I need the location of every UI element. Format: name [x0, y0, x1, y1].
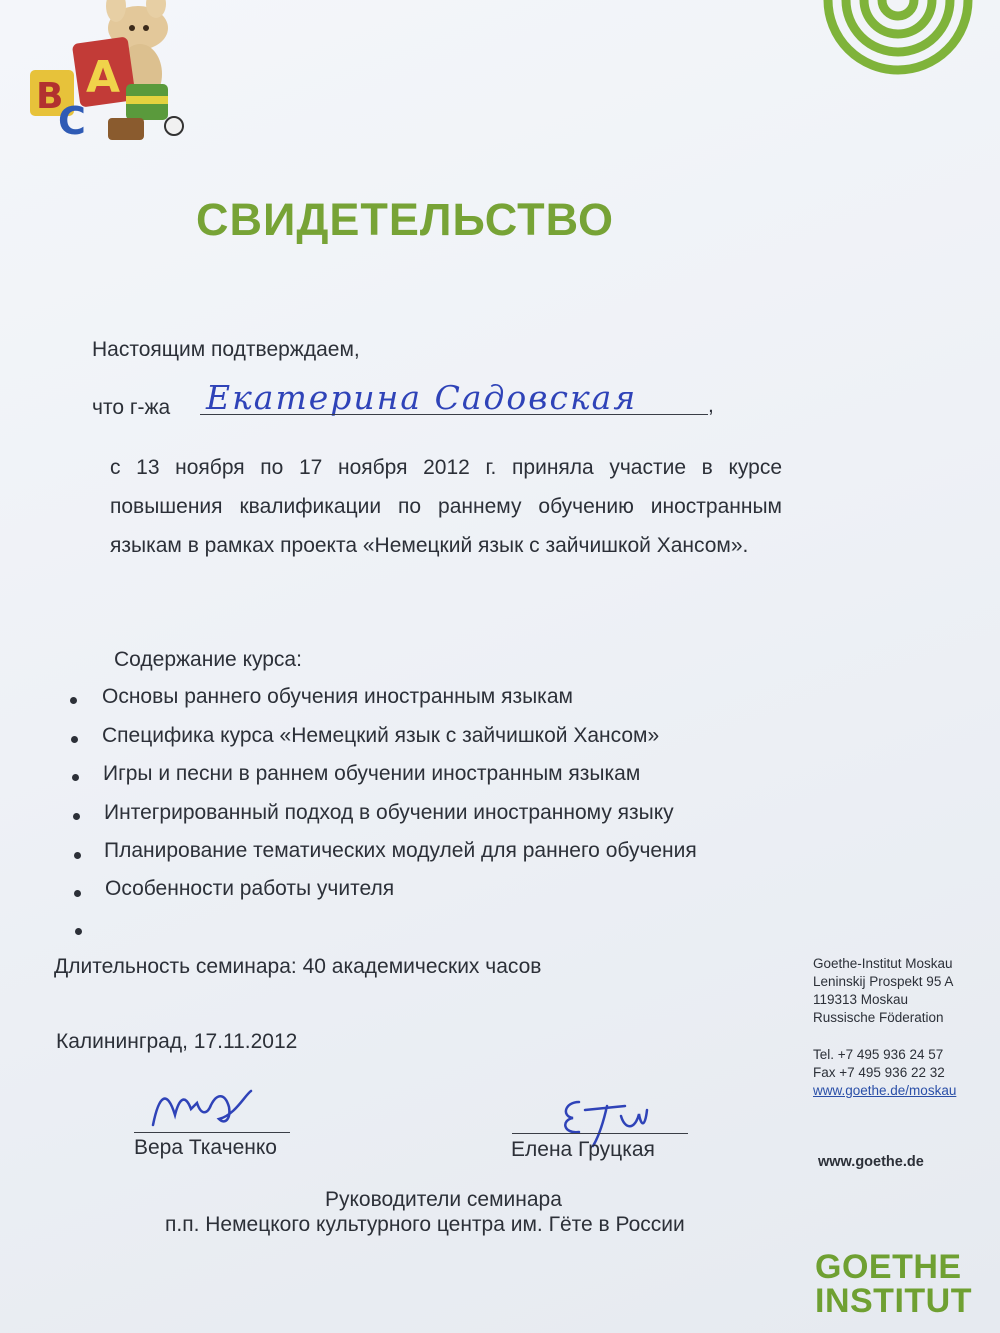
bullet-icon — [72, 774, 79, 781]
bullet-icon — [71, 736, 78, 743]
signature-line-2 — [512, 1133, 688, 1134]
list-item: Основы раннего обучения иностранным языкам — [102, 685, 573, 708]
course-description: с 13 ноября по 17 ноября 2012 г. приняла участие в курсе повышения квалификации по раннему обучению иностранным языкам в рамках проекта «Немецкий язык с зайчишкой Хансом». — [110, 456, 782, 557]
recipient-name: Екатерина Садовская — [206, 378, 638, 417]
logo-line-1: GOETHE — [815, 1248, 962, 1286]
logo-line-2: INSTITUT — [815, 1282, 972, 1320]
signer-name-2: Елена Груцкая — [511, 1138, 655, 1161]
main-website: www.goethe.de — [818, 1154, 924, 1170]
institute-address — [813, 955, 953, 1027]
list-item: Игры и песни в раннем обучении иностранным языкам — [103, 762, 641, 785]
goethe-institut-logo — [815, 1250, 972, 1318]
svg-text:B: B — [36, 76, 64, 117]
goethe-arcs-logo — [818, 0, 978, 80]
recipient-underline — [200, 414, 708, 415]
place-date: Калининград, 17.11.2012 — [56, 1030, 298, 1053]
list-item: Специфика курса «Немецкий язык с зайчишкой Хансом» — [102, 724, 660, 747]
bullet-icon — [70, 697, 77, 704]
list-item: Особенности работы учителя — [105, 877, 395, 900]
recipient-suffix: , — [708, 394, 714, 417]
institute-contacts — [813, 1046, 956, 1100]
signature-line-1 — [134, 1132, 290, 1133]
address-line: Leninskij Prospekt 95 A — [813, 974, 954, 989]
bunny-blocks-illustration — [28, 0, 188, 150]
intro-text: Настоящим подтверждаем, — [92, 338, 360, 361]
svg-text:A: A — [86, 52, 121, 103]
tel-text: Tel. +7 495 936 24 57 — [813, 1047, 944, 1062]
address-line: Goethe-Institut Moskau — [813, 956, 953, 971]
fax-text: Fax +7 495 936 22 32 — [813, 1065, 945, 1080]
footer-line-2: п.п. Немецкого культурного центра им. Гёте в России — [165, 1213, 685, 1236]
signer-name-1: Вера Ткаченко — [134, 1136, 277, 1159]
bullet-icon — [73, 813, 80, 820]
certificate-title: СВИДЕТЕЛЬСТВО — [196, 194, 614, 245]
list-item: Планирование тематических модулей для раннего обучения — [104, 839, 697, 862]
svg-text:C: C — [58, 99, 86, 143]
duration-text: Длительность семинара: 40 академических часов — [54, 955, 542, 978]
bullet-icon — [74, 890, 81, 897]
bullet-icon — [75, 928, 82, 935]
recipient-prefix: что г-жа — [92, 396, 171, 419]
bullet-icon — [74, 852, 81, 859]
list-item: Интегрированный подход в обучении иностранному языку — [104, 801, 674, 824]
address-line: Russische Föderation — [813, 1010, 944, 1025]
signature-1 — [145, 1085, 265, 1135]
web-link[interactable]: www.goethe.de/moskau — [813, 1083, 957, 1098]
footer-line-1: Руководители семинара — [325, 1188, 562, 1211]
address-line: 119313 Moskau — [813, 992, 909, 1007]
content-heading: Содержание курса: — [114, 648, 302, 671]
